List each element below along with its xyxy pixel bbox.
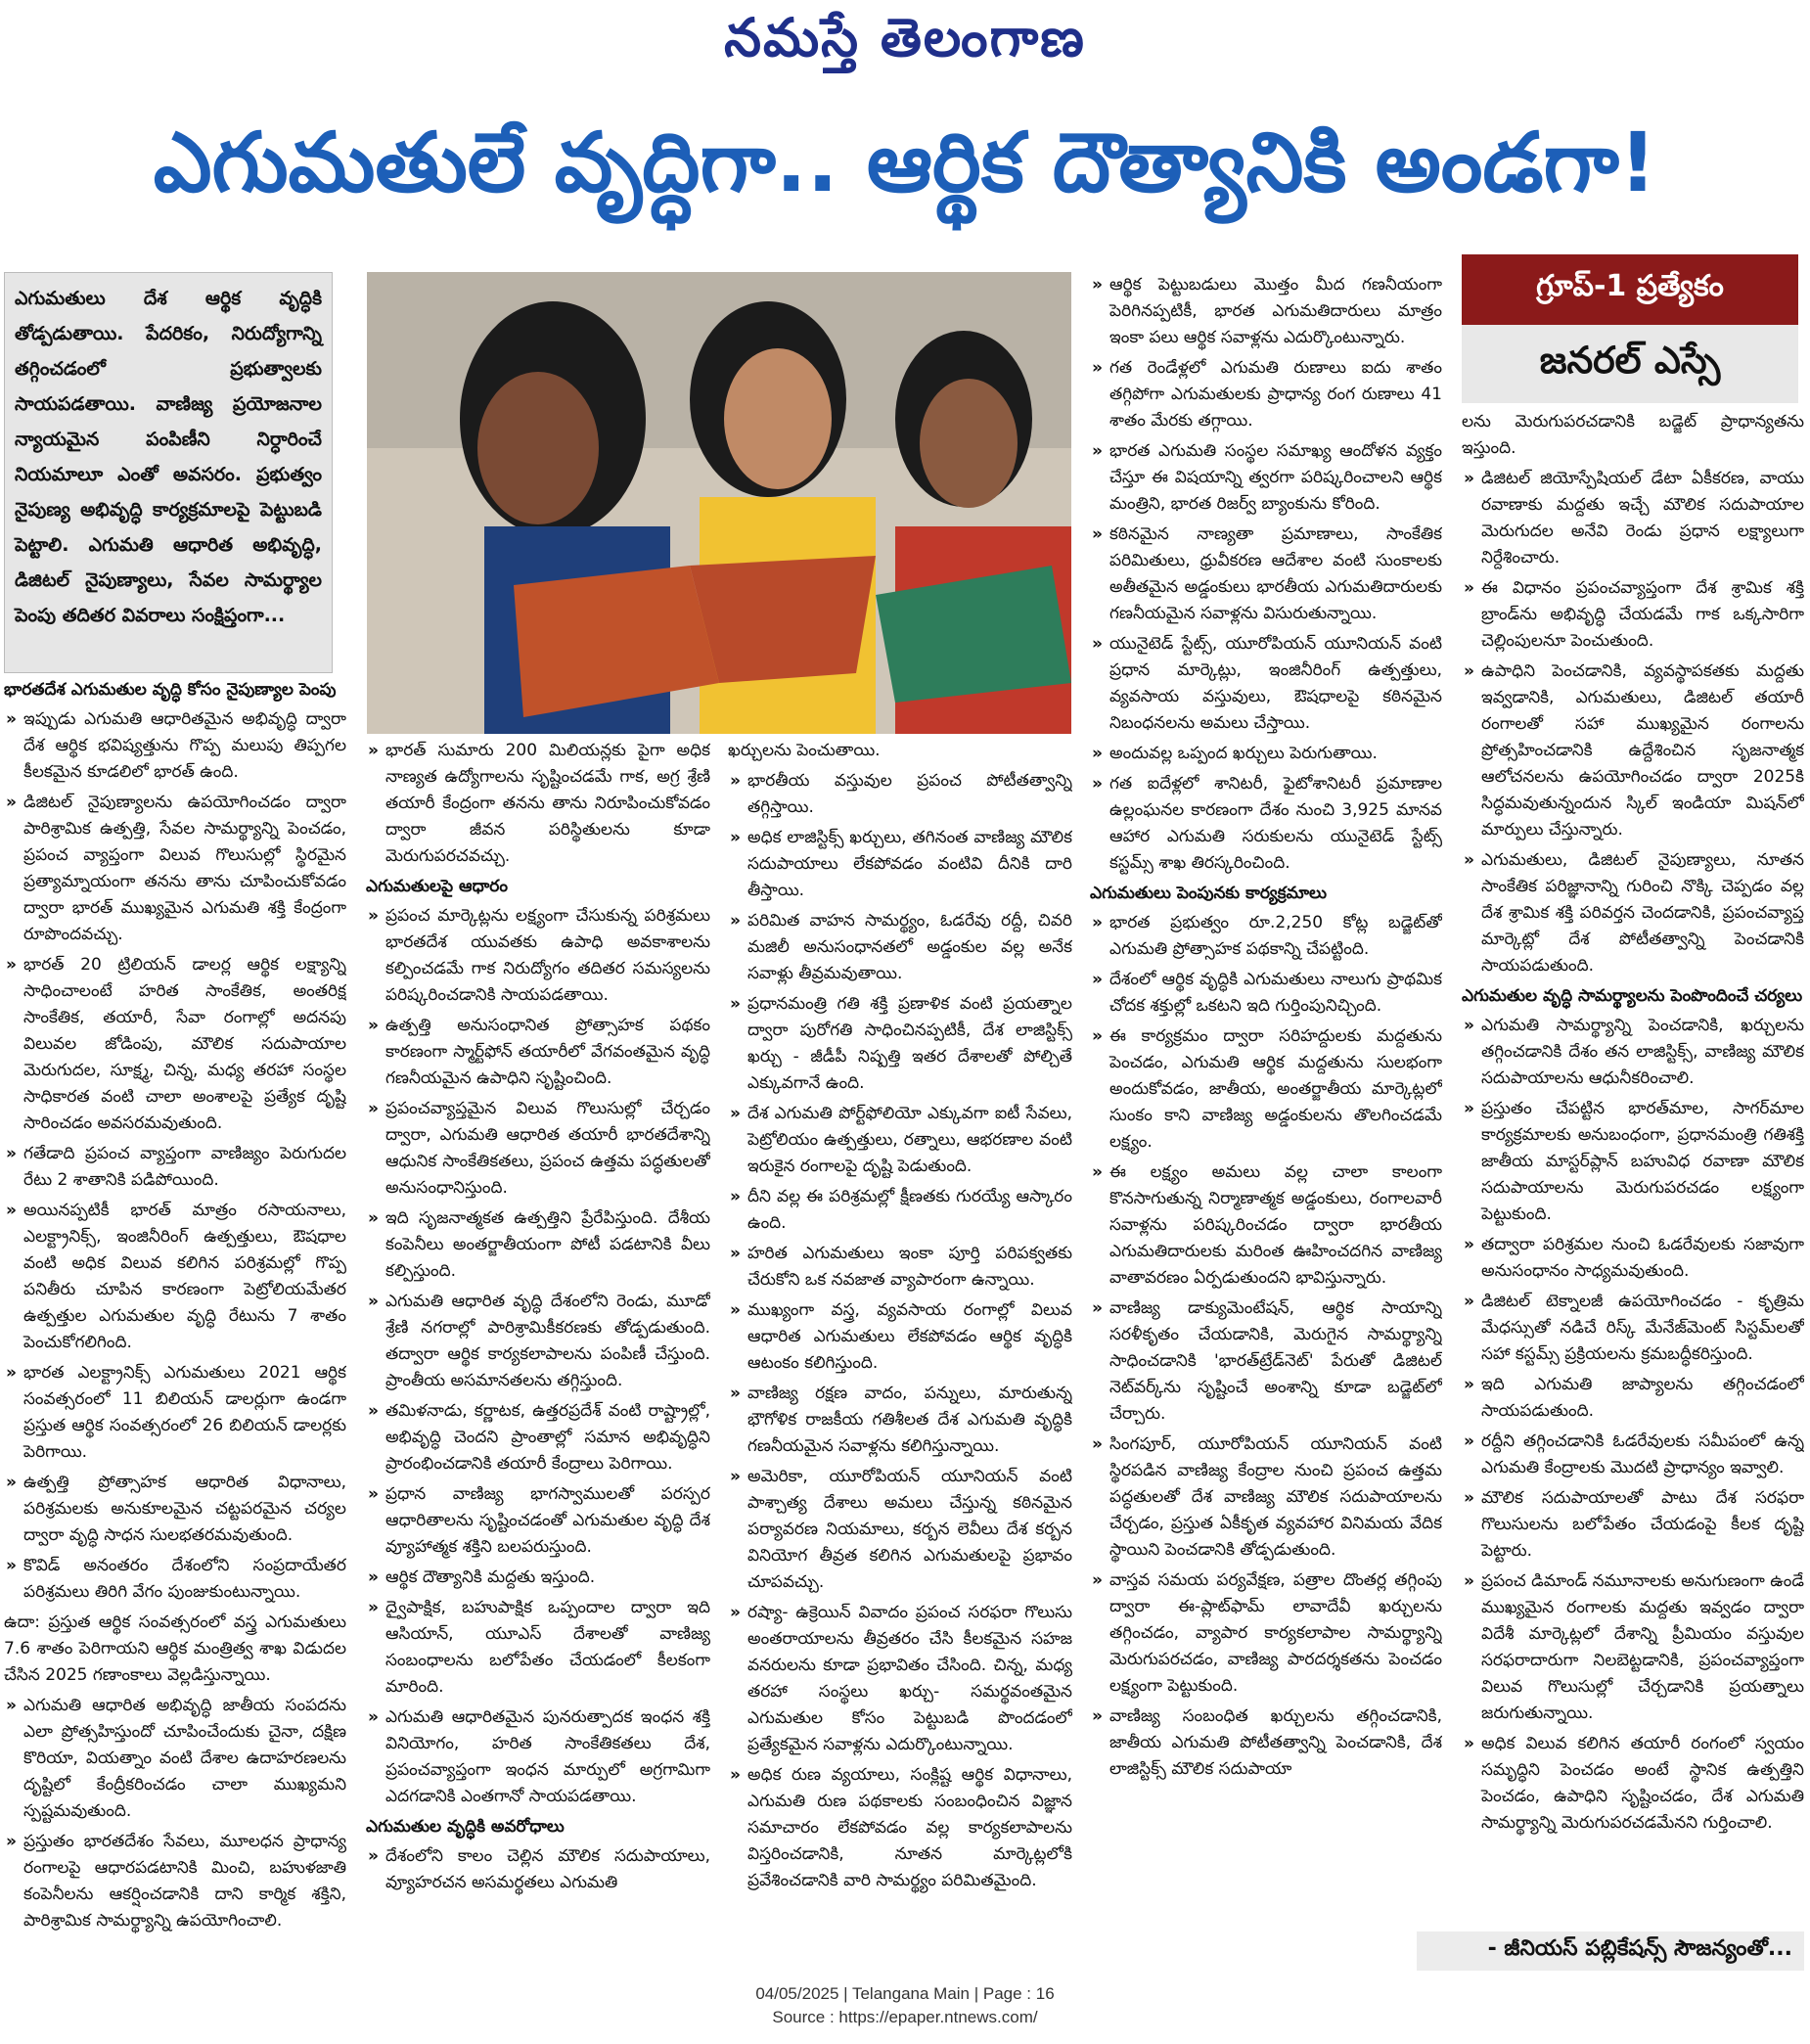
column-2: [366, 738, 710, 1978]
bullet-item: » భారతీయ వస్తువుల ప్రపంచ పోటీతత్వాన్ని తగ్గిస్తాయి.: [728, 768, 1072, 821]
bullet-item: » ఉత్పత్తి అనుసంధానిత ప్రోత్సాహక పథకం కారణంగా స్మార్ట్‌ఫోన్ తయారీలో వేగవంతమైన వృద్ధి గణనీయమైన ఉపాధిని సృష్టించింది.: [366, 1013, 710, 1092]
headline: ఎగుమతులే వృద్ధిగా.. ఆర్థిక దౌత్యానికి అండగా!: [153, 114, 1657, 210]
bullet-item: » ఈ కార్యక్రమం ద్వారా సరిహద్దులకు మద్దతును పెంచడం, ఎగుమతి ఆర్థిక మద్దతును సులభంగా అందుకోవడం, జాతీయ, అంతర్జాతీయ మార్కెట్లలో సుంకం కాని వాణిజ్య అడ్డంకులను తొలగించడమే లక్ష్యం.: [1090, 1023, 1442, 1156]
bullet-item: » అమెరికా, యూరోపియన్ యూనియన్ వంటి పాశ్చాత్య దేశాలు అమలు చేస్తున్న కఠినమైన పర్యావరణ నియమాలు, కర్బన లెవీలు దేశ కర్బన వినియోగ తీవ్రత కలిగిన ఎగుమతులపై ప్రభావం చూపవచ్చు.: [728, 1464, 1072, 1596]
bullet-item: » వాణిజ్య డాక్యుమెంటేషన్, ఆర్థిక సాయాన్ని సరళీకృతం చేయడానికి, మెరుగైన సామర్థ్యాన్ని సాధించడానికి 'భారత్‌ట్రేడ్‌నెట్' పేరుతో డిజిటల్ నెట్‌వర్క్‌ను సృష్టించే అంశాన్ని కూడా బడ్జెట్‌లో చేర్చారు.: [1090, 1295, 1442, 1428]
bullet-item: » ముఖ్యంగా వస్త్ర, వ్యవసాయ రంగాల్లో విలువ ఆధారిత ఎగుమతులు లేకపోవడం ఆర్థిక వృద్ధికి ఆటంకం కలిగిస్తుంది.: [728, 1297, 1072, 1377]
footer-source-link[interactable]: Source : https://epaper.ntnews.com/: [772, 2008, 1038, 2026]
column-5: [1462, 409, 1804, 1926]
intro-summary-box: ఎగుమతులు దేశ ఆర్థిక వృద్ధికి తోడ్పడుతాయి. పేదరికం, నిరుద్యోగాన్ని తగ్గించడంలో ప్రభుత్వాలకు సాయపడతాయి. వాణిజ్య ప్రయోజనాల న్యాయమైన పంపిణీని నిర్ధారించే నియమాలూ ఎంతో అవసరం. ప్రభుత్వం నైపుణ్య అభివృద్ధి కార్యక్రమాలపై పెట్టుబడి పెట్టాలి. ఎగుమతి ఆధారిత అభివృద్ధి, డిజిటల్ నైపుణ్యాలు, సేవల సామర్థ్యాల పెంపు తదితర వివరాలు సంక్షిప్తంగా...: [4, 272, 333, 673]
bullet-item: » గత రెండేళ్లలో ఎగుమతి రుణాలు ఐదు శాతం తగ్గిపోగా ఎగుమతులకు ప్రాధాన్య రంగ రుణాలు 41 శాతం మేరకు తగ్గాయి.: [1090, 355, 1442, 434]
bullet-item: » భారత్ సుమారు 200 మిలియన్లకు పైగా అధిక నాణ్యత ఉద్యోగాలను సృష్టించడమే గాక, అగ్ర శ్రేణి తయారీ కేంద్రంగా తనను తాను నిరూపించుకోవడం ద్వారా జీవన పరిస్థితులను కూడా మెరుగుపరచవచ్చు.: [366, 738, 710, 870]
students-photo: [367, 272, 1071, 734]
section-heading: ఎగుమతులు పెంపునకు కార్యక్రమాలు: [1090, 884, 1327, 903]
bullet-item: » సింగపూర్, యూరోపియన్ యూనియన్ వంటి స్థిరపడిన వాణిజ్య కేంద్రాల నుంచి ప్రపంచ ఉత్తమ పద్ధతులతో దేశ వాణిజ్య మౌలిక సదుపాయాలను చేర్చడం, ప్రస్తుత ఏకీకృత వ్యవహార వినిమయ వేదిక స్థాయిని పెంచడానికి తోడ్పడుతుంది.: [1090, 1431, 1442, 1564]
photo-illustration: [367, 272, 1071, 734]
bullet-item: » భారత ఎలక్ట్రానిక్స్ ఎగుమతులు 2021 ఆర్థిక సంవత్సరంలో 11 బిలియన్ డాలర్లుగా ఉండగా ప్రస్తుత ఆర్థిక సంవత్సరంలో 26 బిలియన్ డాలర్లకు పెరిగాయి.: [4, 1360, 346, 1466]
bullet-item: » ఎగుమతి ఆధారిత అభివృద్ధి జాతీయ సంపదను ఎలా ప్రోత్సహిస్తుందో చూపించేందుకు చైనా, దక్షిణ కొరియా, వియత్నాం వంటి దేశాల ఉదాహరణలను దృష్టిలో కేంద్రీకరించడం చాలా ముఖ్యమని స్పష్టమవుతుంది.: [4, 1693, 346, 1825]
bullet-item: » ఇప్పుడు ఎగుమతి ఆధారితమైన అభివృద్ధి ద్వారా దేశ ఆర్థిక భవిష్యత్తును గొప్ప మలుపు తిప్పగల కీలకమైన కూడలిలో భారత్ ఉంది.: [4, 706, 346, 786]
page-footer: [0, 1982, 1810, 2029]
bullet-item: » అధిక లాజిస్టిక్స్ ఖర్చులు, తగినంత వాణిజ్య మౌలిక సదుపాయాలు లేకపోవడం వంటివి దీనికి దారి తీస్తాయి.: [728, 825, 1072, 904]
bullet-item: » ప్రపంచవ్యాప్తమైన విలువ గొలుసుల్లో చేర్చడం ద్వారా, ఎగుమతి ఆధారిత తయారీ భారతదేశాన్ని ఆధునిక సాంకేతికతలు, ప్రపంచ ఉత్తమ పద్ధతులతో అనుసంధానిస్తుంది.: [366, 1096, 710, 1202]
footer-date-page: 04/05/2025 | Telangana Main | Page : 16: [755, 1984, 1055, 2003]
bullet-item: » దీని వల్ల ఈ పరిశ్రమల్లో క్షీణతకు గురయ్యే ఆస్కారం ఉంది.: [728, 1184, 1072, 1237]
bullet-item: » అధిక విలువ కలిగిన తయారీ రంగంలో స్వయం సమృద్ధిని పెంచడం అంటే స్థానిక ఉత్పత్తిని పెంచడం, ఉపాధిని సృష్టించడం, దేశ ఎగుమతి సామర్థ్యాన్ని మెరుగుపరచడమేనని గుర్తించాలి.: [1462, 1731, 1804, 1837]
bullet-item: » ప్రపంచ మార్కెట్లను లక్ష్యంగా చేసుకున్న పరిశ్రమలు భారతదేశ యువతకు ఉపాధి అవకాశాలను కల్పించడమే గాక నిరుద్యోగం తదితర సమస్యలను పరిష్కరించడానికి సాయపడతాయి.: [366, 903, 710, 1009]
section-heading: ఎగుమతుల వృద్ధి సామర్థ్యాలను పెంపొందించే చర్యలు: [1462, 986, 1803, 1006]
group1-special-badge: గ్రూప్-1 ప్రత్యేకం: [1462, 254, 1798, 325]
bullet-item: » ప్రస్తుతం చేపట్టిన భారత్‌మాల, సాగర్‌మాల కార్యక్రమాలకు అనుబంధంగా, ప్రధానమంత్రి గతిశక్తి జాతీయ మాస్టర్‌ప్లాన్ బహువిధ రవాణా మౌలిక సదుపాయాలను మెరుగుపరచడం లక్ష్యంగా పెట్టుకుంది.: [1462, 1096, 1804, 1228]
bullet-item: » భారత ప్రభుత్వం రూ.2,250 కోట్ల బడ్జెట్‌తో ఎగుమతి ప్రోత్సాహక పథకాన్ని చేపట్టింది.: [1090, 910, 1442, 963]
section-heading: ఎగుమతుల వృద్ధికి అవరోధాలు: [366, 1817, 565, 1837]
bullet-item: » ఎగుమతులు, డిజిటల్ నైపుణ్యాలు, నూతన సాంకేతిక పరిజ్ఞానాన్ని గురించి నొక్కి చెప్పడం వల్ల దేశ శ్రామిక శక్తి పరివర్తన చెందడానికి, ప్రపంచవ్యాప్త మార్కెట్లో దేశ పోటీతత్వాన్ని పెంచడానికి సాయపడుతుంది.: [1462, 847, 1804, 979]
bullet-item: » ఆర్థిక పెట్టుబడులు మొత్తం మీద గణనీయంగా పెరిగినప్పటికీ, భారత ఎగుమతిదారులు మాత్రం ఇంకా పలు ఆర్థిక సవాళ్లను ఎదుర్కొంటున్నారు.: [1090, 272, 1442, 351]
bullet-item: » రష్యా- ఉక్రెయిన్ వివాదం ప్రపంచ సరఫరా గొలుసు అంతరాయాలను తీవ్రతరం చేసి కీలకమైన సహజ వనరులను కూడా ప్రభావితం చేసింది. చిన్న, మధ్య తరహా సంస్థలు ఖర్చు- సమర్థవంతమైన ఎగుమతుల కోసం పెట్టుబడి పొందడంలో ప్రత్యేకమైన సవాళ్లను ఎదుర్కొంటున్నాయి.: [728, 1600, 1072, 1758]
bullet-item: » రద్దీని తగ్గించడానికి ఓడరేవులకు సమీపంలో ఉన్న ఎగుమతి కేంద్రాలకు మొదటి ప్రాధాన్యం ఇవ్వాలి.: [1462, 1429, 1804, 1481]
bullet-item: » ఇది సృజనాత్మకత ఉత్పత్తిని ప్రేరేపిస్తుంది. దేశీయ కంపెనీలు అంతర్జాతీయంగా పోటీ పడటానికి వీలు కల్పిస్తుంది.: [366, 1205, 710, 1285]
general-essay-badge: జనరల్ ఎస్సే: [1462, 325, 1798, 403]
bullet-item: » యునైటెడ్ స్టేట్స్, యూరోపియన్ యూనియన్ వంటి ప్రధాన మార్కెట్లు, ఇంజినీరింగ్ ఉత్పత్తులు, వ్యవసాయ వస్తువులు, ఔషధాలపై కఠినమైన నిబంధనలను అమలు చేస్తాయి.: [1090, 631, 1442, 737]
bullet-item: » ఇది ఎగుమతి జాప్యాలను తగ్గించడంలో సాయపడుతుంది.: [1462, 1372, 1804, 1425]
continued-text: లను మెరుగుపరచడానికి బడ్జెట్ ప్రాధాన్యతను ఇస్తుంది.: [1462, 412, 1804, 458]
bullet-item: » ద్వైపాక్షిక, బహుపాక్షిక ఒప్పందాల ద్వారా ఇది ఆసియాన్, యూఎస్ దేశాలతో వాణిజ్య సంబంధాలను బలోపేతం చేయడంలో కీలకంగా మారింది.: [366, 1595, 710, 1701]
bullet-item: » ఉపాధిని పెంచడానికి, వ్యవస్థాపకతకు మద్దతు ఇవ్వడానికి, ఎగుమతులు, డిజిటల్ తయారీ రంగాలతో సహా ముఖ్యమైన రంగాలను ప్రోత్సహించడానికి ఉద్దేశించిన సృజనాత్మక ఆలోచనలను ఉపయోగించడం ద్వారా 2025కి సిద్ధమవుతున్నందున స్కిల్ ఇండియా మిషన్‌లో మార్పులు చేస్తున్నారు.: [1462, 659, 1804, 843]
bullet-item: » గతేడాది ప్రపంచ వ్యాప్తంగా వాణిజ్యం పెరుగుదల రేటు 2 శాతానికి పడిపోయింది.: [4, 1141, 346, 1194]
bullet-item: » తమిళనాడు, కర్ణాటక, ఉత్తరప్రదేశ్ వంటి రాష్ట్రాల్లో, అభివృద్ధి చెందని ప్రాంతాల్లో సమాన అభివృద్ధిని ప్రారంభించడానికి తయారీ కేంద్రాలు పెరిగాయి.: [366, 1398, 710, 1477]
bullet-item: » మౌలిక సదుపాయాలతో పాటు దేశ సరఫరా గొలుసులను బలోపేతం చేయడంపై కీలక దృష్టి పెట్టారు.: [1462, 1485, 1804, 1565]
bullet-item: » దేశంలో ఆర్థిక వృద్ధికి ఎగుమతులు నాలుగు ప్రాథమిక చోదక శక్తుల్లో ఒకటని ఇది గుర్తింపునిచ్చింది.: [1090, 967, 1442, 1020]
bullet-item: » వాస్తవ సమయ పర్యవేక్షణ, పత్రాల దొంతర్ల తగ్గింపు ద్వారా ఈ-ప్లాట్‌ఫామ్ లావాదేవీ ఖర్చులను తగ్గించడం, వ్యాపార కార్యకలాపాల సామర్థ్యాన్ని మెరుగుపరచడం, వాణిజ్య పారదర్శకతను పెంచడం లక్ష్యంగా పెట్టుకుంది.: [1090, 1567, 1442, 1700]
bullet-item: » అందువల్ల ఒప్పంద ఖర్చులు పెరుగుతాయి.: [1090, 741, 1442, 767]
publication-credit: - జీనియస్ పబ్లికేషన్స్ సౌజన్యంతో...: [1417, 1931, 1804, 1971]
column-1: [4, 673, 346, 1979]
continued-text: ఖర్చులను పెంచుతాయి.: [728, 741, 881, 760]
bullet-item: » ఎగుమతి ఆధారితమైన పునరుత్పాదక ఇంధన శక్తి వినియోగం, హరిత సాంకేతికతలు దేశ, ప్రపంచవ్యాప్తంగా ఇంధన మార్పులో అగ్రగామిగా ఎదగడానికి ఎంతగానో సాయపడతాయి.: [366, 1704, 710, 1810]
bullet-item: » డిజిటల్ జియోస్పేషియల్ డేటా ఏకీకరణ, వాయు రవాణాకు మద్దతు ఇచ్చే మౌలిక సదుపాయాల మెరుగుదల అనేవి రెండు ప్రధాన లక్ష్యాలుగా నిర్దేశించారు.: [1462, 466, 1804, 571]
bullet-item: » ఉత్పత్తి ప్రోత్సాహక ఆధారిత విధానాలు, పరిశ్రమలకు అనుకూలమైన చట్టపరమైన చర్యల ద్వారా వృద్ధి సాధన సులభతరమవుతుంది.: [4, 1470, 346, 1549]
bullet-item: » ఎగుమతి సామర్థ్యాన్ని పెంచడానికి, ఖర్చులను తగ్గించడానికి దేశం తన లాజిస్టిక్స్, వాణిజ్య మౌలిక సదుపాయాలను ఆధునీకరించాలి.: [1462, 1013, 1804, 1092]
column-4: [1090, 272, 1442, 1979]
bullet-item: » అధిక రుణ వ్యయాలు, సంక్లిష్ట ఆర్థిక విధానాలు, ఎగుమతి రుణ పథకాలకు సంబంధించిన విజ్ఞాన సమాచారం లేకపోవడం వల్ల కార్యకలాపాలను విస్తరించడానికి, నూతన మార్కెట్లలోకి ప్రవేశించడానికి వారి సామర్థ్యం పరిమితమైంది.: [728, 1762, 1072, 1894]
bullet-item: » ప్రపంచ డిమాండ్ నమూనాలకు అనుగుణంగా ఉండే ముఖ్యమైన రంగాలకు మద్దతు ఇవ్వడం ద్వారా విదేశీ మార్కెట్లలో దేశాన్ని ప్రీమియం వస్తువుల సరఫరాదారుగా నిలబెట్టడానికి, ప్రపంచవ్యాప్తంగా విలువ గొలుసుల్లో చేర్చడానికి ప్రయత్నాలు జరుగుతున్నాయి.: [1462, 1568, 1804, 1727]
bullet-item: » ప్రధానమంత్రి గతి శక్తి ప్రణాళిక వంటి ప్రయత్నాల ద్వారా పురోగతి సాధించినప్పటికీ, దేశ లాజిస్టిక్స్ ఖర్చు - జీడీపీ నిష్పత్తి ఇతర దేశాలతో పోల్చితే ఎక్కువగానే ఉంది.: [728, 991, 1072, 1097]
bullet-item: » తద్వారా పరిశ్రమల నుంచి ఓడరేవులకు సజావుగా అనుసంధానం సాధ్యమవుతుంది.: [1462, 1232, 1804, 1285]
masthead-logo: నమస్తే తెలంగాణ: [724, 6, 1086, 68]
bullet-item: » దేశ ఎగుమతి పోర్ట్‌ఫోలియో ఎక్కువగా ఐటీ సేవలు, పెట్రోలియం ఉత్పత్తులు, రత్నాలు, ఆభరణాల వంటి ఇరుకైన రంగాలపై దృష్టి పెడుతుంది.: [728, 1101, 1072, 1180]
bullet-item: » వాణిజ్య రక్షణ వాదం, పన్నులు, మారుతున్న భౌగోళిక రాజకీయ గతిశీలత దేశ ఎగుమతి వృద్ధికి గణనీయమైన సవాళ్లను కలిగిస్తున్నాయి.: [728, 1381, 1072, 1460]
bullet-item: » ఎగుమతి ఆధారిత వృద్ధి దేశంలోని రెండు, మూడో శ్రేణి నగరాల్లో పారిశ్రామికీకరణకు తోడ్పడుతుంది. తద్వారా ఆర్థిక కార్యకలాపాలను పంపిణీ చేస్తుంది. ప్రాంతీయ అసమానతలను తగ్గిస్తుంది.: [366, 1289, 710, 1394]
bullet-item: » ఈ విధానం ప్రపంచవ్యాప్తంగా దేశ శ్రామిక శక్తి బ్రాండ్‌ను అభివృద్ధి చేయడమే గాక ఒక్కసారిగా చెల్లింపులనూ పెంచుతుంది.: [1462, 575, 1804, 655]
bullet-item: » గత ఐదేళ్లలో శానిటరీ, ఫైటోశానిటరీ ప్రమాణాల ఉల్లంఘనల కారణంగా దేశం నుంచి 3,925 మానవ ఆహార ఎగుమతి సరుకులను యునైటెడ్ స్టేట్స్ కస్టమ్స్ శాఖ తిరస్కరించింది.: [1090, 771, 1442, 877]
bullet-item: » హరిత ఎగుమతులు ఇంకా పూర్తి పరిపక్వతకు చేరుకోని ఒక నవజాత వ్యాపారంగా ఉన్నాయి.: [728, 1241, 1072, 1294]
example-item: ఉదా: ప్రస్తుత ఆర్థిక సంవత్సరంలో వస్త్ర ఎగుమతులు 7.6 శాతం పెరిగాయని ఆర్థిక మంత్రిత్వ శాఖ విడుదల చేసిన 2025 గణాంకాలు వెల్లడిస్తున్నాయి.: [4, 1612, 346, 1685]
bullet-item: » భారత్ 20 ట్రిలియన్ డాలర్ల ఆర్థిక లక్ష్యాన్ని సాధించాలంటే హరిత సాంకేతిక, అంతరిక్ష సాంకేతిక, తయారీ, సేవా రంగాల్లో అదనపు విలువల జోడింపు, మౌలిక సదుపాయాల మెరుగుదల, సూక్ష్మ, చిన్న, మధ్య తరహా సంస్థల సాధికారత వంటి చాలా అంశాలపై ప్రత్యేక దృష్టి సారించడం అవసరమవుతుంది.: [4, 952, 346, 1137]
bullet-item: » కఠినమైన నాణ్యతా ప్రమాణాలు, సాంకేతిక పరిమితులు, ధ్రువీకరణ ఆదేశాల వంటి సుంకాలకు అతీతమైన అడ్డంకులు భారతీయ ఎగుమతిదారులకు గణనీయమైన సవాళ్లను విసురుతున్నాయి.: [1090, 522, 1442, 627]
bullet-item: » డిజిటల్ టెక్నాలజీ ఉపయోగించడం - కృత్రిమ మేధస్సుతో నడిచే రిస్క్ మేనేజ్‌మెంట్ సిస్టమ్‌లతో సహా కస్టమ్స్ ప్రక్రియలను క్రమబద్ధీకరిస్తుంది.: [1462, 1289, 1804, 1368]
bullet-item: » కొవిడ్ అనంతరం దేశంలోని సంప్రదాయేతర పరిశ్రమలు తిరిగి వేగం పుంజుకుంటున్నాయి.: [4, 1553, 346, 1606]
bullet-item: » అయినప్పటికీ భారత్ మాత్రం రసాయనాలు, ఎలక్ట్రానిక్స్, ఇంజినీరింగ్ ఉత్పత్తులు, ఔషధాల వంటి అధిక విలువ కలిగిన పరిశ్రమల్లో గొప్ప పనితీరు చూపిన కారణంగా పెట్రోలియమేతర ఉత్పత్తుల ఎగుమతుల వృద్ధి రేటును 7 శాతం పెంచుకోగలిగింది.: [4, 1198, 346, 1356]
bullet-item: » ఈ లక్ష్యం అమలు వల్ల చాలా కాలంగా కొనసాగుతున్న నిర్మాణాత్మక అడ్డంకులు, రంగాలవారీ సవాళ్లను పరిష్కరించడం ద్వారా భారతీయ ఎగుమతిదారులకు మరింత ఊహించదగిన వాణిజ్య వాతావరణం ఏర్పడుతుందని భావిస్తున్నారు.: [1090, 1159, 1442, 1292]
bullet-item: » దేశంలోని కాలం చెల్లిన మౌలిక సదుపాయాలు, వ్యూహరచన అసమర్థతలు ఎగుమతి: [366, 1843, 710, 1896]
bullet-item: » వాణిజ్య సంబంధిత ఖర్చులను తగ్గించడానికి, జాతీయ ఎగుమతి పోటీతత్వాన్ని పెంచడానికి, దేశ లాజిస్టిక్స్ మౌలిక సదుపాయా: [1090, 1703, 1442, 1783]
section-heading: భారతదేశ ఎగుమతుల వృద్ధి కోసం నైపుణ్యాల పెంపు: [4, 680, 337, 700]
bullet-item: » ఆర్థిక దౌత్యానికి మద్దతు ఇస్తుంది.: [366, 1565, 710, 1591]
section-heading: ఎగుమతులపై ఆధారం: [366, 877, 508, 896]
bullet-item: » ప్రస్తుతం భారతదేశం సేవలు, మూలధన ప్రాధాన్య రంగాలపై ఆధారపడటానికి మించి, బహుళజాతి కంపెనీలను ఆకర్షించడానికి దాని కార్మిక శక్తిని, పారిశ్రామిక సామర్థ్యాన్ని ఉపయోగించాలి.: [4, 1829, 346, 1934]
bullet-item: » భారత ఎగుమతి సంస్థల సమాఖ్య ఆందోళన వ్యక్తం చేస్తూ ఈ విషయాన్ని త్వరగా పరిష్కరించాలని ఆర్థిక మంత్రిని, భారత రిజర్వ్ బ్యాంకును కోరింది.: [1090, 438, 1442, 518]
bullet-item: » పరిమిత వాహన సామర్థ్యం, ఓడరేవు రద్దీ, చివరి మజిలీ అనుసంధానతలో అడ్డంకుల వల్ల అనేక సవాళ్లు తీవ్రమవుతాయి.: [728, 908, 1072, 987]
column-3: [728, 738, 1072, 1978]
bullet-item: » ప్రధాన వాణిజ్య భాగస్వాములతో పరస్పర ఆధారితాలను సృష్టించడంతో ఎగుమతుల వృద్ధి దేశ వ్యూహాత్మక శక్తిని బలపరుస్తుంది.: [366, 1481, 710, 1561]
bullet-item: » డిజిటల్ నైపుణ్యాలను ఉపయోగించడం ద్వారా పారిశ్రామిక ఉత్పత్తి, సేవల సామర్థ్యాన్ని పెంచడం, ప్రపంచ వ్యాప్తంగా విలువ గొలుసుల్లో స్థిరమైన ప్రత్యామ్నాయంగా తనను తాను చూపించుకోవడం ద్వారా భారత్ ముఖ్యమైన ఎగుమతి శక్తి కేంద్రంగా రూపొందవచ్చు.: [4, 790, 346, 948]
